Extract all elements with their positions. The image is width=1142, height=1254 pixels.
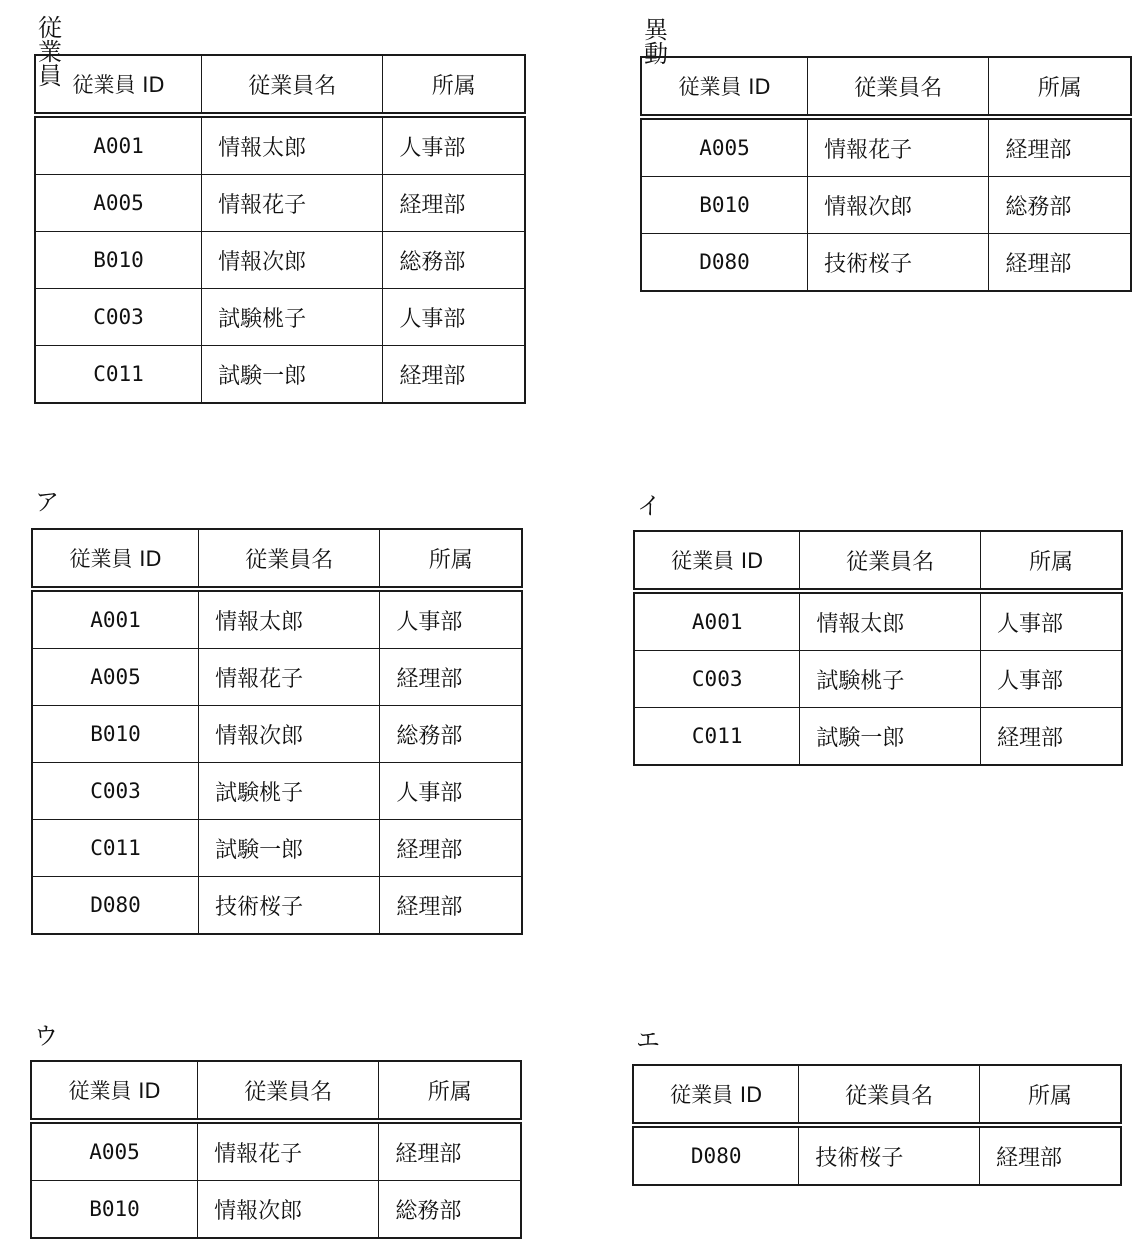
department-cell: 総務部 xyxy=(380,706,522,763)
employee-name-cell: 技術桜子 xyxy=(808,234,989,292)
table-row xyxy=(633,1125,1121,1185)
department-cell: 経理部 xyxy=(383,175,525,232)
option-a-table xyxy=(31,528,523,935)
department-cell: 人事部 xyxy=(380,589,522,649)
employees-table xyxy=(34,54,526,404)
employee-name-cell: 技術桜子 xyxy=(199,877,380,935)
option-i-table xyxy=(633,530,1123,766)
header-row xyxy=(31,1061,521,1121)
employee-name-cell: 試験一郎 xyxy=(199,820,380,877)
employee-name-cell: 試験一郎 xyxy=(202,346,383,404)
column-header-employee-id: 従業員 ID xyxy=(35,55,202,115)
department-cell: 総務部 xyxy=(379,1181,521,1239)
table-row xyxy=(35,115,525,175)
employee-name-cell: 試験一郎 xyxy=(800,708,981,766)
employee-id-cell: B010 xyxy=(35,232,202,289)
employee-name-cell: 情報太郎 xyxy=(800,591,981,651)
department-cell: 人事部 xyxy=(980,651,1122,708)
table-row xyxy=(32,589,522,649)
employee-name-cell: 情報太郎 xyxy=(199,589,380,649)
employee-name-cell: 情報次郎 xyxy=(199,706,380,763)
employee-id-cell: C011 xyxy=(35,346,202,404)
department-cell: 人事部 xyxy=(383,115,525,175)
table-row xyxy=(35,346,525,404)
header-row xyxy=(634,531,1122,591)
department-cell: 総務部 xyxy=(989,177,1131,234)
employee-id-cell: B010 xyxy=(32,706,199,763)
employee-id-cell: C003 xyxy=(35,289,202,346)
employee-id-cell: C011 xyxy=(634,708,800,766)
employee-id-cell: D080 xyxy=(641,234,808,292)
column-header-department: 所属 xyxy=(980,531,1122,591)
employee-id-cell: C011 xyxy=(32,820,199,877)
employee-name-cell: 試験桃子 xyxy=(199,763,380,820)
header-row xyxy=(35,55,525,115)
table-row xyxy=(634,591,1122,651)
table-row xyxy=(32,706,522,763)
table-row xyxy=(35,232,525,289)
department-cell: 経理部 xyxy=(380,649,522,706)
table-row xyxy=(31,1181,521,1239)
department-cell: 人事部 xyxy=(980,591,1122,651)
department-cell: 経理部 xyxy=(980,708,1122,766)
department-cell: 総務部 xyxy=(383,232,525,289)
table-row xyxy=(32,763,522,820)
department-cell: 経理部 xyxy=(379,1121,521,1181)
department-cell: 経理部 xyxy=(380,820,522,877)
employee-name-cell: 情報次郎 xyxy=(808,177,989,234)
employee-name-cell: 情報花子 xyxy=(198,1121,379,1181)
employee-id-cell: A005 xyxy=(32,649,199,706)
department-cell: 経理部 xyxy=(383,346,525,404)
table-row xyxy=(32,877,522,935)
table-row xyxy=(641,117,1131,177)
column-header-employee-name: 従業員名 xyxy=(198,1061,379,1121)
column-header-employee-id: 従業員 ID xyxy=(633,1065,799,1125)
header-row xyxy=(633,1065,1121,1125)
employee-name-cell: 情報花子 xyxy=(202,175,383,232)
department-cell: 経理部 xyxy=(979,1125,1121,1185)
column-header-department: 所属 xyxy=(979,1065,1121,1125)
header-row xyxy=(641,57,1131,117)
employee-name-cell: 情報花子 xyxy=(199,649,380,706)
table-row xyxy=(634,708,1122,766)
table-title-option-e: エ xyxy=(636,1026,660,1054)
table-title-transfers: 異動 xyxy=(644,16,668,68)
column-header-employee-id: 従業員 ID xyxy=(31,1061,198,1121)
employee-id-cell: A005 xyxy=(31,1121,198,1181)
department-cell: 経理部 xyxy=(989,234,1131,292)
employee-id-cell: B010 xyxy=(31,1181,198,1239)
employee-name-cell: 試験桃子 xyxy=(800,651,981,708)
table-title-employees: 従業員 xyxy=(38,14,62,90)
column-header-employee-name: 従業員名 xyxy=(808,57,989,117)
table-row xyxy=(32,649,522,706)
department-cell: 経理部 xyxy=(380,877,522,935)
column-header-employee-name: 従業員名 xyxy=(800,531,981,591)
department-cell: 人事部 xyxy=(383,289,525,346)
table-title-option-i: イ xyxy=(637,492,661,520)
option-e-table xyxy=(632,1064,1122,1186)
column-header-employee-id: 従業員 ID xyxy=(634,531,800,591)
header-row xyxy=(32,529,522,589)
employee-name-cell: 技術桜子 xyxy=(799,1125,980,1185)
employee-id-cell: A001 xyxy=(35,115,202,175)
employee-name-cell: 情報太郎 xyxy=(202,115,383,175)
column-header-employee-name: 従業員名 xyxy=(199,529,380,589)
employee-id-cell: C003 xyxy=(634,651,800,708)
employee-id-cell: A005 xyxy=(641,117,808,177)
column-header-employee-id: 従業員 ID xyxy=(32,529,199,589)
table-row xyxy=(32,820,522,877)
table-title-option-u: ウ xyxy=(34,1022,58,1050)
employee-id-cell: A005 xyxy=(35,175,202,232)
column-header-department: 所属 xyxy=(989,57,1131,117)
employee-name-cell: 試験桃子 xyxy=(202,289,383,346)
table-row xyxy=(634,651,1122,708)
table-row xyxy=(35,289,525,346)
table-row xyxy=(35,175,525,232)
employee-id-cell: A001 xyxy=(32,589,199,649)
transfers-table xyxy=(640,56,1132,292)
column-header-department: 所属 xyxy=(380,529,522,589)
employee-id-cell: D080 xyxy=(32,877,199,935)
table-row xyxy=(31,1121,521,1181)
employee-id-cell: D080 xyxy=(633,1125,799,1185)
option-u-table xyxy=(30,1060,522,1239)
employee-id-cell: A001 xyxy=(634,591,800,651)
employee-id-cell: C003 xyxy=(32,763,199,820)
column-header-employee-name: 従業員名 xyxy=(202,55,383,115)
table-title-option-a: ア xyxy=(35,488,59,516)
column-header-employee-name: 従業員名 xyxy=(799,1065,980,1125)
employee-id-cell: B010 xyxy=(641,177,808,234)
column-header-employee-id: 従業員 ID xyxy=(641,57,808,117)
column-header-department: 所属 xyxy=(383,55,525,115)
employee-name-cell: 情報次郎 xyxy=(198,1181,379,1239)
employee-name-cell: 情報花子 xyxy=(808,117,989,177)
table-row xyxy=(641,177,1131,234)
department-cell: 人事部 xyxy=(380,763,522,820)
table-row xyxy=(641,234,1131,292)
employee-name-cell: 情報次郎 xyxy=(202,232,383,289)
column-header-department: 所属 xyxy=(379,1061,521,1121)
department-cell: 経理部 xyxy=(989,117,1131,177)
